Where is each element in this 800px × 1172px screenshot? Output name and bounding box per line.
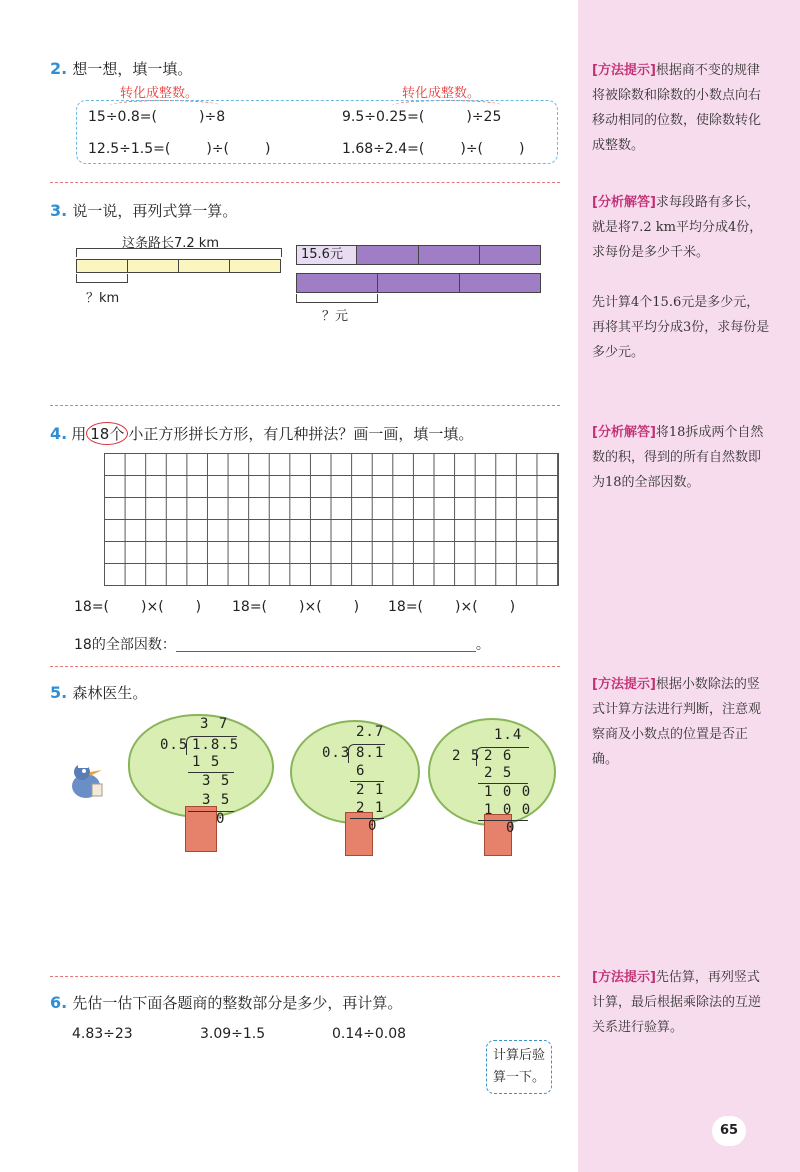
step-line: 1 5 (192, 754, 221, 770)
quotient: 2.7 (356, 724, 385, 740)
step-line: 2 1 (356, 782, 385, 798)
square-grid[interactable] (104, 453, 559, 586)
question-title: 说一说，再列式算一算。 (72, 202, 238, 220)
eq-part: ) (519, 141, 525, 157)
step-line: 3 5 (202, 773, 231, 789)
q5-heading (50, 682, 147, 703)
answer-blank[interactable] (325, 598, 351, 616)
note-method-tip-2 (592, 672, 772, 772)
hint-convert-integer: 转化成整数。 (402, 86, 481, 101)
q2-equation-2b (342, 140, 524, 158)
section-divider (50, 405, 560, 406)
q4-equation-2 (232, 598, 359, 616)
tree-trunk (185, 806, 217, 852)
answer-blank[interactable] (426, 598, 452, 616)
question-title: 森林医生。 (72, 684, 148, 702)
eq-part: 。 (475, 637, 490, 653)
segment-brace (76, 274, 128, 283)
factors-label: 18的全部因数： (74, 637, 176, 653)
eq-part: )÷( (206, 141, 230, 157)
divisor: 0.5 (160, 737, 189, 753)
tree-crown (290, 720, 420, 824)
note-method-tip-1 (592, 58, 772, 158)
divisor: 2 5 (452, 748, 481, 764)
quotient: 1.4 (494, 727, 523, 743)
road-bar (76, 259, 281, 273)
section-divider (50, 976, 560, 977)
note-tag: [方法提示] (592, 677, 656, 692)
answer-blank[interactable] (167, 598, 193, 616)
eq-part: ) (265, 141, 271, 157)
question-number: 3. (50, 201, 68, 220)
note-text: 先估算，再列竖式计算，最后根据乘除法的互逆关系进行验算。 (592, 970, 762, 1035)
eq-part: ) (195, 599, 202, 615)
eq-part: 9.5÷0.25=( (342, 109, 425, 125)
note-text: 求每段路有多长，就是将7.2 km平均分成4份，求每份是多少千米。 (592, 195, 763, 260)
answer-blank[interactable] (481, 598, 507, 616)
note-text: 将18拆成两个自然数的积，得到的所有自然数即为18的全部因数。 (592, 425, 764, 490)
step-line: 0 (216, 811, 226, 827)
eq-part: )×( (299, 599, 322, 615)
note-text: 根据小数除法的竖式计算方法进行判断，注意观察商及小数点的位置是否正确。 (592, 677, 762, 767)
factors-answer-line[interactable] (176, 637, 476, 652)
problem-expression: 3.09÷1.5 (200, 1026, 266, 1042)
q4-equation-3 (388, 598, 515, 616)
question-title: 先估一估下面各题商的整数部分是多少，再计算。 (72, 994, 403, 1012)
step-line: 0 (506, 820, 516, 836)
circled-count: 18个 (86, 422, 128, 445)
question-number: 2. (50, 59, 68, 78)
money-segment (419, 246, 480, 264)
step-line: 0 (368, 818, 378, 834)
money-label: 15.6元 (297, 246, 357, 264)
question-title: 想一想，填一填。 (72, 60, 193, 78)
eq-part: 12.5÷1.5=( (88, 141, 171, 157)
note-tag: [分析解答] (592, 425, 656, 440)
section-divider (50, 666, 560, 667)
money-segment (480, 246, 540, 264)
rule-line (350, 818, 384, 819)
q2-equation-1a (88, 108, 225, 126)
money-bar-bottom (296, 273, 541, 293)
answer-blank[interactable] (427, 140, 457, 158)
q6-heading (50, 992, 402, 1013)
eq-part: 18=( (388, 599, 424, 615)
eq-part: ) (509, 599, 516, 615)
page-number: 65 (712, 1116, 746, 1146)
dividend: 1.8.5 (192, 737, 240, 753)
answer-blank[interactable] (232, 140, 262, 158)
bird-doctor-illustration (64, 760, 108, 804)
question-number: 4. (50, 424, 68, 443)
q4-factors-line (74, 634, 490, 654)
answer-blank[interactable] (427, 108, 463, 126)
money-segment (460, 274, 540, 292)
q2-equation-1b (342, 108, 501, 126)
money-segment (357, 246, 418, 264)
question-title: 小正方形拼长方形，有几种拼法？画一画，填一填。 (128, 425, 474, 443)
q4-heading (50, 422, 473, 445)
dividend: 2 6 (484, 748, 513, 764)
answer-blank[interactable] (173, 140, 203, 158)
note-method-tip-3 (592, 965, 772, 1040)
question-number: 6. (50, 993, 68, 1012)
bubble-text: 算一下。 (493, 1070, 546, 1085)
road-segment (128, 260, 179, 272)
rule-line (188, 811, 234, 812)
money-bar-top (296, 245, 541, 265)
road-segment (179, 260, 230, 272)
q2-heading (50, 58, 192, 79)
note-analysis-1b (592, 290, 772, 365)
eq-part: 1.68÷2.4=( (342, 141, 425, 157)
note-tag: [分析解答] (592, 195, 656, 210)
problem-expression: 4.83÷23 (72, 1026, 133, 1042)
note-text: 根据商不变的规律将被除数和除数的小数点向右移动相同的位数，使除数转化成整数。 (592, 63, 762, 153)
step-line: 1 0 0 (484, 802, 532, 818)
note-analysis-2 (592, 420, 772, 495)
q2-equation-2a (88, 140, 270, 158)
section-divider (50, 182, 560, 183)
eq-part: 18=( (74, 599, 110, 615)
bubble-text: 计算后验 (493, 1048, 546, 1063)
eq-part: )÷25 (466, 109, 502, 125)
note-analysis-1 (592, 190, 772, 265)
q3-heading (50, 200, 237, 221)
note-text: 先计算4个15.6元是多少元，再将其平均分成3份，求每份是多少元。 (592, 295, 770, 360)
answer-blank[interactable] (112, 598, 138, 616)
note-tag: [方法提示] (592, 970, 656, 985)
eq-part: 15÷0.8=( (88, 109, 158, 125)
eq-part: )÷8 (199, 109, 226, 125)
step-line: 3 5 (202, 792, 231, 808)
answer-blank[interactable] (486, 140, 516, 158)
answer-blank[interactable] (270, 598, 296, 616)
eq-part: )×( (141, 599, 164, 615)
money-question-label: ？元 (322, 309, 349, 324)
road-question-label: ？km (86, 291, 120, 306)
money-brace (296, 294, 378, 303)
note-tag: [方法提示] (592, 63, 656, 78)
q4-equation-1 (74, 598, 201, 616)
rule-line (478, 820, 528, 821)
eq-part: ) (353, 599, 360, 615)
step-line: 2 5 (484, 765, 513, 781)
question-title: 用 (71, 425, 87, 443)
dividend: 8.1 (356, 745, 385, 761)
step-line: 2 1 (356, 800, 385, 816)
road-segment (77, 260, 128, 272)
question-number: 5. (50, 683, 68, 702)
answer-blank[interactable] (160, 108, 196, 126)
money-segment (378, 274, 459, 292)
road-segment (230, 260, 280, 272)
step-line: 6 (356, 763, 366, 779)
step-line: 1 0 0 (484, 784, 532, 800)
check-reminder-bubble (486, 1040, 552, 1094)
hint-convert-integer: 转化成整数。 (120, 86, 199, 101)
road-length-label: 这条路长7.2 km (122, 236, 219, 251)
road-brace (76, 248, 282, 257)
eq-part: )×( (455, 599, 478, 615)
eq-part: )÷( (460, 141, 484, 157)
problem-expression: 0.14÷0.08 (332, 1026, 407, 1042)
quotient: 3 7 (200, 716, 229, 732)
eq-part: 18=( (232, 599, 268, 615)
money-segment (297, 274, 378, 292)
divisor: 0.3 (322, 745, 351, 761)
